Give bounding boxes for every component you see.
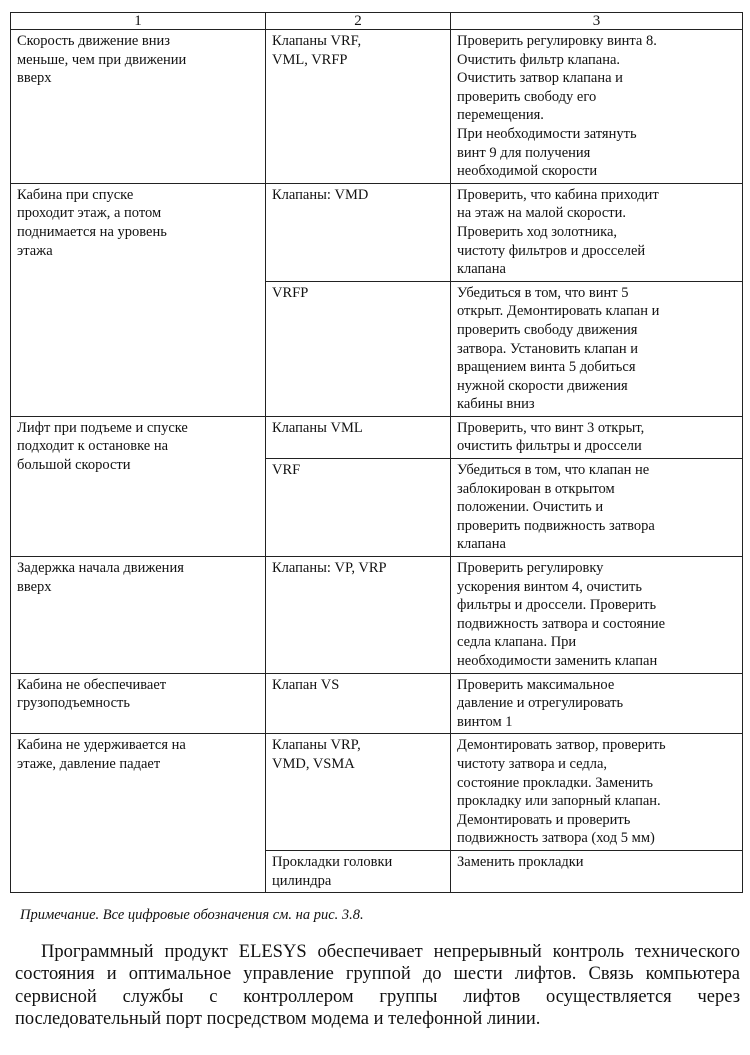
column-header: 1 bbox=[11, 13, 266, 30]
remedy-cell: Заменить прокладки bbox=[451, 850, 743, 892]
symptom-cell: Кабина при спуске проходит этаж, а потом поднимается на уровень этажа bbox=[11, 183, 266, 416]
valve-cell: Прокладки головки цилиндра bbox=[266, 850, 451, 892]
valve-cell: Клапан VS bbox=[266, 673, 451, 734]
table-row bbox=[11, 557, 743, 674]
remedy-cell: Проверить регулировку винта 8. Очистить фильтр клапана. Очистить затвор клапана и проверить свободу его перемещения. При необходимости затянуть винт 9 для получения необходимой скорости bbox=[451, 30, 743, 184]
remedy-cell: Демонтировать затвор, проверить чистоту затвора и седла, состояние прокладки. Заменить прокладку или запорный клапан. Демонтировать и проверить подвижность затвора (ход 5 мм) bbox=[451, 734, 743, 851]
valve-cell: Клапаны VML bbox=[266, 416, 451, 458]
valve-cell: VRFP bbox=[266, 281, 451, 416]
table-row bbox=[11, 734, 743, 851]
symptom-cell: Лифт при подъеме и спуске подходит к остановке на большой скорости bbox=[11, 416, 266, 556]
symptom-cell: Кабина не обеспечивает грузоподъемность bbox=[11, 673, 266, 734]
valve-cell: Клапаны: VP, VRP bbox=[266, 557, 451, 674]
body-paragraph: Программный продукт ELESYS обеспечивает непрерывный контроль технического состояния и оптимальное управление группой до шести лифтов. Связь компьютера сервисной службы с контроллером группы лифтов осуществляется через последовательный порт посредством модема и телефонной линии. bbox=[15, 942, 740, 1029]
remedy-cell: Убедиться в том, что винт 5 открыт. Демонтировать клапан и проверить свободу движения затвора. Установить клапан и вращением винта 5 добиться нужной скорости движения кабины вниз bbox=[451, 281, 743, 416]
table-row bbox=[11, 673, 743, 734]
column-header: 2 bbox=[266, 13, 451, 30]
header-row bbox=[11, 13, 743, 30]
remedy-cell: Проверить, что кабина приходит на этаж на малой скорости. Проверить ход золотника, чистоту фильтров и дросселей клапана bbox=[451, 183, 743, 281]
remedy-cell: Проверить, что винт 3 открыт, очистить фильтры и дроссели bbox=[451, 416, 743, 458]
valve-cell: Клапаны VRF, VML, VRFP bbox=[266, 30, 451, 184]
remedy-cell: Проверить регулировку ускорения винтом 4, очистить фильтры и дроссели. Проверить подвижность затвора и состояние седла клапана. При необходимости заменить клапан bbox=[451, 557, 743, 674]
table-note: Примечание. Все цифровые обозначения см. на рис. 3.8. bbox=[20, 907, 364, 923]
remedy-cell: Убедиться в том, что клапан не заблокирован в открытом положении. Очистить и проверить подвижность затвора клапана bbox=[451, 459, 743, 557]
troubleshooting-table bbox=[10, 12, 743, 893]
valve-cell: Клапаны VRP, VMD, VSMA bbox=[266, 734, 451, 851]
column-header: 3 bbox=[451, 13, 743, 30]
symptom-cell: Кабина не удерживается на этаже, давление падает bbox=[11, 734, 266, 893]
remedy-cell: Проверить максимальное давление и отрегулировать винтом 1 bbox=[451, 673, 743, 734]
symptom-cell: Скорость движение вниз меньше, чем при движении вверх bbox=[11, 30, 266, 184]
symptom-cell: Задержка начала движения вверх bbox=[11, 557, 266, 674]
table-row bbox=[11, 30, 743, 184]
table-row bbox=[11, 416, 743, 458]
table-row bbox=[11, 183, 743, 281]
valve-cell: VRF bbox=[266, 459, 451, 557]
valve-cell: Клапаны: VMD bbox=[266, 183, 451, 281]
